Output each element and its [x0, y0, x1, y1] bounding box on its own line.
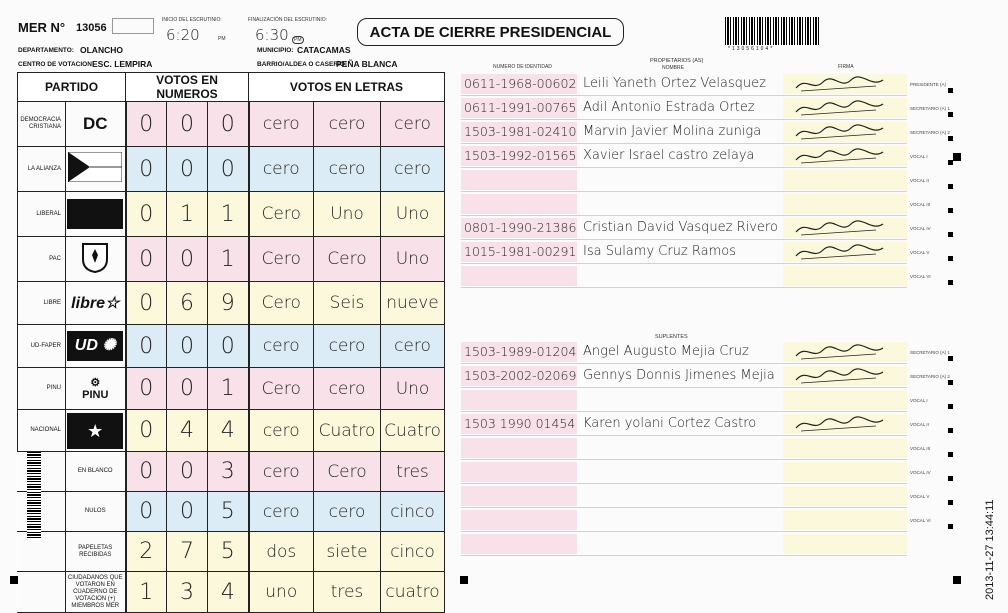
- member-row: [461, 98, 907, 119]
- vote-letters-cell[interactable]: Uno: [381, 192, 445, 237]
- member-name[interactable]: Xavier Israel castro zelaya: [583, 148, 755, 163]
- member-row: [461, 414, 907, 435]
- departamento-value: OLANCHO: [80, 45, 123, 55]
- vote-number-digit[interactable]: 2: [126, 532, 167, 572]
- nombre-header: NOMBRE: [662, 65, 684, 71]
- vote-number-digit[interactable]: 4: [208, 410, 249, 452]
- role-label: VOCAL V: [910, 494, 930, 499]
- centro-label: CENTRO DE VOTACION:: [18, 61, 95, 68]
- vote-number-digit[interactable]: 7: [167, 532, 208, 572]
- member-row: [461, 242, 907, 263]
- vote-letters-cell[interactable]: Cero: [249, 237, 314, 282]
- vote-letters-cell[interactable]: siete: [314, 532, 381, 572]
- member-row: [461, 510, 907, 531]
- member-row: [461, 266, 907, 287]
- vote-letters-cell[interactable]: cinco: [381, 532, 445, 572]
- party-logo: ★: [66, 410, 126, 452]
- vote-number-digit[interactable]: 0: [167, 368, 208, 410]
- votes-table: [17, 72, 445, 613]
- role-mark: [948, 184, 953, 189]
- barrio-value: PEÑA BLANCA: [336, 59, 398, 69]
- vote-letters-cell[interactable]: cero: [249, 325, 314, 368]
- inicio-time: 6:20: [166, 26, 200, 44]
- vote-number-digit[interactable]: 0: [126, 192, 167, 237]
- role-label: VOCAL I: [910, 154, 928, 159]
- member-id[interactable]: 1503-1992-01565: [464, 148, 577, 163]
- party-logo: libre☆: [66, 282, 126, 325]
- vote-number-digit[interactable]: 5: [208, 492, 249, 532]
- party-logo: ⚙ PINU: [66, 368, 126, 410]
- final-time: 6:30: [255, 26, 289, 44]
- departamento-label: DEPARTAMENTO:: [18, 47, 74, 54]
- vote-number-digit[interactable]: 1: [208, 192, 249, 237]
- party-logo: [66, 192, 126, 237]
- vote-letters-cell[interactable]: cero: [381, 325, 445, 368]
- role-label: VOCAL V: [910, 250, 930, 255]
- vote-number-digit[interactable]: 0: [126, 282, 167, 325]
- member-id[interactable]: 0611-1968-00602: [464, 76, 577, 91]
- member-signature: [791, 414, 891, 434]
- role-label: SECRETARIO (A) 1: [910, 106, 950, 111]
- row-label: CIUDADANOS QUE VOTARON EN CUADERNO DE VOTACION (+) MIEMBROS MER: [66, 572, 126, 613]
- vote-number-digit[interactable]: 5: [208, 532, 249, 572]
- vote-number-digit[interactable]: 3: [208, 452, 249, 492]
- side-barcode: [27, 452, 41, 540]
- member-row: [461, 146, 907, 167]
- corner-mark: [953, 153, 961, 161]
- vote-letters-cell[interactable]: cero: [314, 147, 381, 192]
- member-name[interactable]: Angel Augusto Mejia Cruz: [583, 344, 749, 359]
- party-name: UD-FAPER: [18, 325, 66, 368]
- vote-number-digit[interactable]: 4: [208, 572, 249, 613]
- member-signature: [791, 74, 891, 94]
- barrio-label: BARRIO/ALDEA O CASERIO:: [257, 61, 348, 68]
- member-signature: [791, 366, 891, 386]
- vote-number-digit[interactable]: 3: [167, 572, 208, 613]
- role-label: VOCAL III: [910, 446, 931, 451]
- member-name[interactable]: Karen yolani Cortez Castro: [583, 416, 757, 431]
- vote-letters-cell[interactable]: Uno: [381, 368, 445, 410]
- party-name: PAC: [18, 237, 66, 282]
- role-mark: [948, 380, 953, 385]
- role-label: VOCAL VI: [910, 518, 931, 523]
- vote-letters-cell[interactable]: Cero: [249, 282, 314, 325]
- role-label: VOCAL IV: [910, 226, 931, 231]
- vote-letters-cell[interactable]: nueve: [381, 282, 445, 325]
- party-row: [18, 492, 445, 532]
- vote-letters-cell[interactable]: Cero: [249, 368, 314, 410]
- vote-letters-cell[interactable]: tres: [381, 452, 445, 492]
- party-logo: [66, 237, 126, 282]
- inicio-label: INICIO DEL ESCRUTINIO:: [162, 17, 222, 23]
- vote-letters-cell[interactable]: Cero: [314, 237, 381, 282]
- role-label: SECRETARIO (A) 1: [910, 350, 950, 355]
- vote-letters-cell[interactable]: Cuatro: [314, 410, 381, 452]
- vote-letters-cell[interactable]: cero: [314, 492, 381, 532]
- member-id[interactable]: 1503 1990 01454: [464, 416, 576, 431]
- party-name: LIBRE: [18, 282, 66, 325]
- role-mark: [948, 452, 953, 457]
- vote-number-digit[interactable]: 0: [167, 492, 208, 532]
- role-mark: [948, 404, 953, 409]
- vote-letters-cell[interactable]: cero: [249, 492, 314, 532]
- vote-number-digit[interactable]: 0: [126, 368, 167, 410]
- vote-letters-cell[interactable]: uno: [249, 572, 314, 613]
- final-pm: PM: [294, 37, 302, 43]
- vote-letters-cell[interactable]: cero: [249, 452, 314, 492]
- party-row: [18, 192, 445, 237]
- role-mark: [948, 256, 953, 261]
- member-name[interactable]: Leili Yaneth Ortez Velasquez: [583, 76, 766, 91]
- vote-letters-cell[interactable]: Seis: [314, 282, 381, 325]
- inicio-pm: PM: [218, 36, 226, 42]
- vote-number-digit[interactable]: 0: [126, 147, 167, 192]
- vote-number-digit[interactable]: 4: [167, 410, 208, 452]
- corner-mark: [10, 576, 18, 584]
- party-name: LA ALIANZA: [18, 147, 66, 192]
- role-mark: [948, 160, 953, 165]
- vote-number-digit[interactable]: 0: [126, 452, 167, 492]
- vote-number-digit[interactable]: 0: [167, 452, 208, 492]
- role-label: VOCAL IV: [910, 470, 931, 475]
- vote-letters-cell[interactable]: Cero: [314, 452, 381, 492]
- vote-letters-cell[interactable]: Cuatro: [381, 410, 445, 452]
- corner-mark: [953, 576, 961, 584]
- vote-number-digit[interactable]: 0: [126, 237, 167, 282]
- role-label: SECRETARIO (A) 2: [910, 374, 950, 379]
- vote-number-digit[interactable]: 0: [167, 237, 208, 282]
- vote-number-digit[interactable]: 6: [167, 282, 208, 325]
- role-mark: [948, 428, 953, 433]
- vote-number-digit[interactable]: 0: [126, 325, 167, 368]
- prop-header: PROPIETARIOS (AS): [650, 58, 704, 64]
- id-header: NUMERO DE IDENTIDAD: [493, 64, 552, 70]
- row-label: NULOS: [66, 492, 126, 532]
- member-signature: [791, 122, 891, 142]
- member-name[interactable]: Adil Antonio Estrada Ortez: [583, 100, 755, 115]
- role-mark: [948, 112, 953, 117]
- role-mark: [948, 232, 953, 237]
- vote-number-digit[interactable]: 1: [126, 572, 167, 613]
- top-barcode-text: *13056104*: [728, 46, 775, 52]
- party-logo: [66, 147, 126, 192]
- vote-number-digit[interactable]: 9: [208, 282, 249, 325]
- member-name[interactable]: Cristian David Vasquez Rivero: [583, 220, 778, 235]
- party-row: [18, 410, 445, 452]
- centro-value: ESC. LEMPIRA: [92, 59, 153, 69]
- role-mark: [948, 476, 953, 481]
- vote-letters-cell[interactable]: cero: [314, 102, 381, 147]
- party-name: DEMOCRACIA CRISTIANA: [18, 102, 66, 147]
- party-row: [18, 102, 445, 147]
- party-row: [18, 572, 445, 613]
- member-row: [461, 486, 907, 507]
- member-row: [461, 122, 907, 143]
- role-mark: [948, 88, 953, 93]
- vote-letters-cell[interactable]: cero: [249, 410, 314, 452]
- role-label: VOCAL I: [910, 398, 928, 403]
- vote-number-digit[interactable]: 1: [208, 368, 249, 410]
- vote-letters-cell[interactable]: cero: [381, 102, 445, 147]
- vote-number-digit[interactable]: 1: [208, 237, 249, 282]
- role-label: PRESIDENTE (A): [910, 82, 947, 87]
- member-row: [461, 438, 907, 459]
- municipio-label: MUNICIPIO:: [257, 47, 294, 54]
- vote-number-digit[interactable]: 0: [167, 102, 208, 147]
- vote-number-digit[interactable]: 1: [167, 192, 208, 237]
- vote-letters-cell[interactable]: cero: [314, 368, 381, 410]
- party-logo: DC: [66, 102, 126, 147]
- vote-letters-cell[interactable]: cero: [381, 147, 445, 192]
- col-partido-header: PARTIDO: [18, 73, 126, 102]
- member-signature: [791, 218, 891, 238]
- role-label: VOCAL VI: [910, 274, 931, 279]
- member-row: [461, 342, 907, 363]
- party-name: LIBERAL: [18, 192, 66, 237]
- member-id[interactable]: 1015-1981-00291: [464, 244, 577, 259]
- member-signature: [791, 98, 891, 118]
- party-row: [18, 532, 445, 572]
- suplentes-header: SUPLENTES: [655, 334, 688, 340]
- members-area: [461, 72, 907, 602]
- member-id[interactable]: 0801-1990-21386: [464, 220, 577, 235]
- member-row: [461, 194, 907, 215]
- role-mark: [948, 524, 953, 529]
- member-id[interactable]: 1503-1989-01204: [464, 344, 577, 359]
- role-mark: [948, 280, 953, 285]
- party-row: [18, 368, 445, 410]
- vote-letters-cell[interactable]: dos: [249, 532, 314, 572]
- role-label: VOCAL III: [910, 202, 931, 207]
- member-id[interactable]: 1503-1981-02410: [464, 124, 577, 139]
- col-numeros-header: VOTOS EN NUMEROS: [126, 73, 249, 102]
- member-signature: [791, 242, 891, 262]
- party-name: NACIONAL: [18, 410, 66, 452]
- member-row: [461, 218, 907, 239]
- party-row: [18, 452, 445, 492]
- member-row: [461, 534, 907, 555]
- vote-letters-cell[interactable]: Cero: [249, 192, 314, 237]
- vote-number-digit[interactable]: 0: [126, 102, 167, 147]
- vote-number-digit[interactable]: 0: [208, 102, 249, 147]
- row-label: PAPELETAS RECIBIDAS: [66, 532, 126, 572]
- firma-header: FIRMA: [838, 64, 854, 70]
- member-name[interactable]: Gennys Donnis Jimenes Mejia: [583, 368, 775, 383]
- vote-letters-cell[interactable]: Uno: [381, 237, 445, 282]
- vote-number-digit[interactable]: 0: [208, 147, 249, 192]
- role-label: VOCAL II: [910, 422, 929, 427]
- party-row: [18, 147, 445, 192]
- form-title: ACTA DE CIERRE PRESIDENCIAL: [357, 18, 624, 46]
- top-barcode: [725, 17, 820, 45]
- vote-number-digit[interactable]: 0: [208, 325, 249, 368]
- vote-letters-cell[interactable]: Uno: [314, 192, 381, 237]
- municipio-value: CATACAMAS: [297, 45, 351, 55]
- final-label: FINALIZACIÓN DEL ESCRUTINIO:: [248, 17, 327, 23]
- party-row: [18, 282, 445, 325]
- vote-number-digit[interactable]: 0: [167, 325, 208, 368]
- vote-letters-cell[interactable]: cero: [314, 325, 381, 368]
- role-label: VOCAL II: [910, 178, 929, 183]
- member-row: [461, 390, 907, 411]
- member-row: [461, 366, 907, 387]
- party-row: [18, 237, 445, 282]
- member-id[interactable]: 0611-1991-00765: [464, 100, 577, 115]
- member-row: [461, 170, 907, 191]
- vote-number-digit[interactable]: 0: [126, 410, 167, 452]
- vote-letters-cell[interactable]: cinco: [381, 492, 445, 532]
- row-label: EN BLANCO: [66, 452, 126, 492]
- role-mark: [948, 208, 953, 213]
- vote-letters-cell[interactable]: cero: [249, 147, 314, 192]
- member-name[interactable]: Marvin Javier Molina zuniga: [583, 124, 762, 139]
- member-row: [461, 462, 907, 483]
- party-row: [18, 325, 445, 368]
- vote-letters-cell[interactable]: cero: [249, 102, 314, 147]
- role-mark: [948, 356, 953, 361]
- vote-number-digit[interactable]: 0: [126, 492, 167, 532]
- role-mark: [948, 136, 953, 141]
- vote-letters-cell[interactable]: tres: [314, 572, 381, 613]
- role-label: SECRETARIO (A) 2: [910, 130, 950, 135]
- member-id[interactable]: 1503-2002-02069: [464, 368, 577, 383]
- mer-label: MER N°: [18, 20, 66, 35]
- role-mark: [948, 500, 953, 505]
- scan-timestamp: 2013-11-27 13:44:11: [984, 499, 996, 600]
- vote-letters-cell[interactable]: cuatro: [381, 572, 445, 613]
- member-signature: [791, 146, 891, 166]
- member-signature: [791, 342, 891, 362]
- col-letras-header: VOTOS EN LETRAS: [249, 73, 445, 102]
- tse-logo: [112, 18, 154, 34]
- member-row: [461, 74, 907, 95]
- party-name: PINU: [18, 368, 66, 410]
- mer-number: 13056: [76, 22, 107, 34]
- party-logo: UD ✺: [66, 325, 126, 368]
- member-name[interactable]: Isa Sulamy Cruz Ramos: [583, 244, 736, 259]
- vote-number-digit[interactable]: 0: [167, 147, 208, 192]
